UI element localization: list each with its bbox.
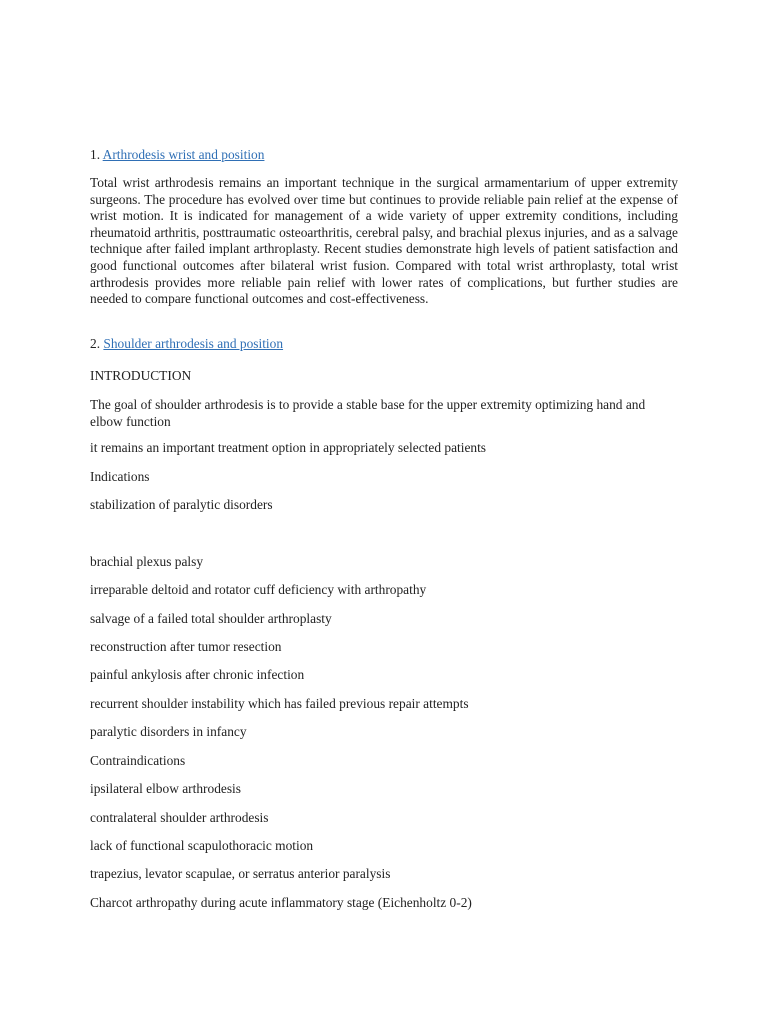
indications-heading: Indications bbox=[90, 469, 150, 484]
indication-item: reconstruction after tumor resection bbox=[90, 639, 282, 654]
section-2-link[interactable]: Shoulder arthrodesis and position bbox=[103, 336, 284, 351]
indication-item: stabilization of paralytic disorders bbox=[90, 497, 273, 512]
indication-item: recurrent shoulder instability which has failed previous repair attempts bbox=[90, 696, 469, 711]
indication-item: painful ankylosis after chronic infection bbox=[90, 667, 305, 682]
section-1-link[interactable]: Arthrodesis wrist and position bbox=[102, 147, 265, 162]
indication-item: paralytic disorders in infancy bbox=[90, 724, 247, 739]
section-1-paragraph: Total wrist arthrodesis remains an important technique in the surgical armamentarium of upper extremity surgeons. The procedure has evolved over time but continues to provide reliable pain relief at the expense of wrist motion. It is indicated for management of a wide variety of upper extremity conditions, including rheumatoid arthritis, posttraumatic osteoarthritis, cerebral palsy, and brachial plexus injuries, and as a salvage technique after failed implant arthroplasty. Recent studies demonstrate high levels of patient satisfaction and good functional outcomes after bilateral wrist fusion. Compared with total wrist arthroplasty, total wrist arthrodesis provides more reliable pain relief with lower rates of complications, but further studies are needed to compare functional outcomes and cost-effectiveness. bbox=[90, 175, 678, 307]
contraindication-item: contralateral shoulder arthrodesis bbox=[90, 810, 269, 825]
section-2-number: 2. bbox=[90, 336, 101, 351]
section-1-number: 1. bbox=[90, 147, 101, 162]
importance-text: it remains an important treatment option in appropriately selected patients bbox=[90, 440, 487, 455]
introduction-heading: INTRODUCTION bbox=[90, 368, 192, 383]
contraindication-item: Charcot arthropathy during acute inflammatory stage (Eichenholtz 0-2) bbox=[90, 895, 472, 910]
contraindication-item: lack of functional scapulothoracic motion bbox=[90, 838, 314, 853]
contraindication-item: ipsilateral elbow arthrodesis bbox=[90, 781, 241, 796]
goal-paragraph: The goal of shoulder arthrodesis is to provide a stable base for the upper extremity optimizing hand and elbow function bbox=[90, 397, 646, 429]
indication-item: irreparable deltoid and rotator cuff deficiency with arthropathy bbox=[90, 582, 427, 597]
indication-item: salvage of a failed total shoulder arthroplasty bbox=[90, 611, 332, 626]
indication-item: brachial plexus palsy bbox=[90, 554, 204, 569]
section-2-heading bbox=[90, 336, 283, 353]
contraindications-heading: Contraindications bbox=[90, 753, 186, 768]
contraindication-item: trapezius, levator scapulae, or serratus anterior paralysis bbox=[90, 866, 391, 881]
section-1-heading bbox=[90, 147, 264, 164]
